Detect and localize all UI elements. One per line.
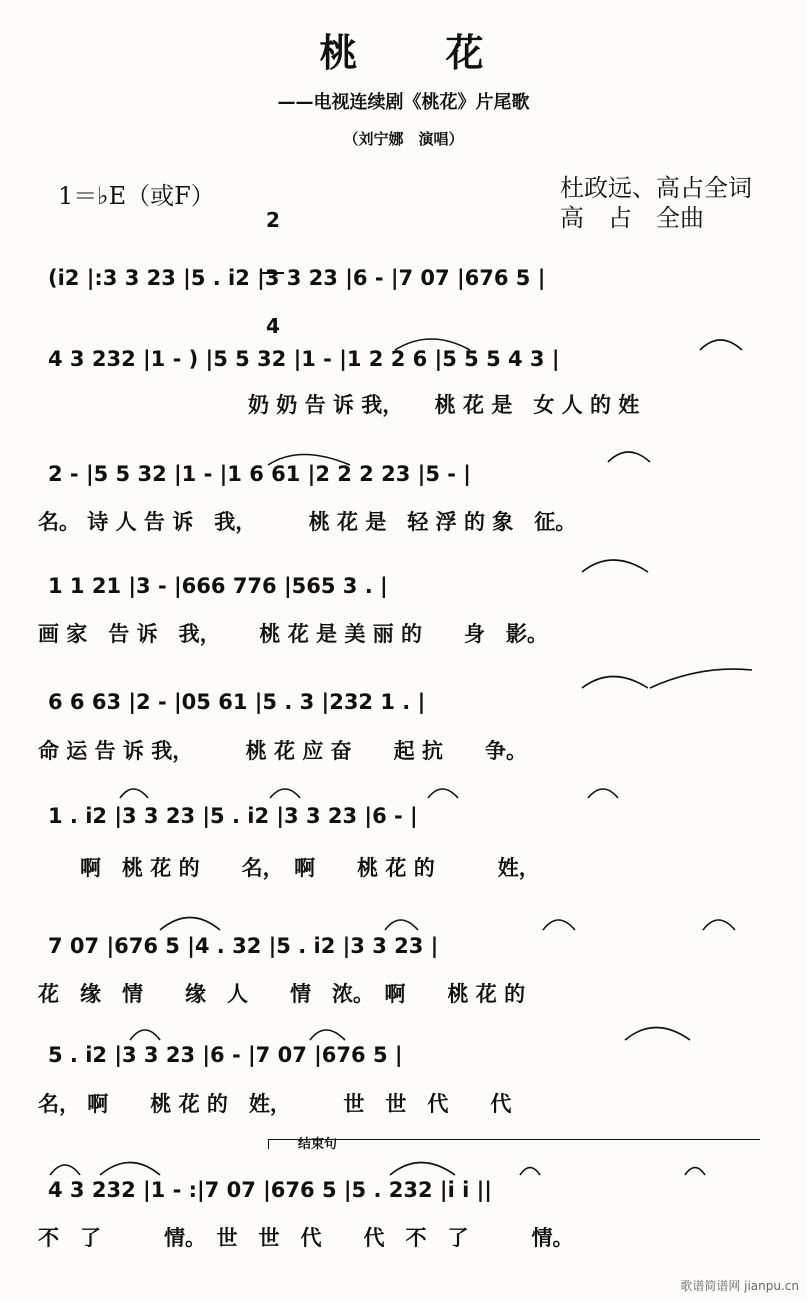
- ending-label: 结束句: [298, 1137, 338, 1152]
- lyric-row-7: 花 缘 情 缘 人 情 浓。 啊 桃 花 的: [38, 981, 526, 1006]
- slur-arc: [100, 1163, 160, 1176]
- slur-arc: [520, 1168, 540, 1176]
- slur-arc: [270, 789, 300, 798]
- slur-arc: [582, 560, 648, 572]
- slur-arc: [310, 1030, 345, 1040]
- performer-credit: （刘宁娜 演唱）: [343, 130, 464, 148]
- slur-arc: [543, 920, 575, 930]
- slur-arc: [582, 677, 648, 689]
- slur-arc: [428, 789, 458, 798]
- slur-arc: [120, 789, 148, 798]
- slur-arc: [268, 455, 350, 466]
- slur-arc: [625, 1028, 690, 1041]
- slur-arc: [650, 669, 752, 688]
- notation-row-8: 5 . i2 |3 3 23 |6 - |7 07 |676 5 |: [48, 1043, 403, 1067]
- lyric-row-3: 名。 诗 人 告 诉 我， 桃 花 是 轻 浮 的 象 征。: [38, 509, 577, 534]
- song-title: 桃 花: [319, 31, 488, 75]
- lyric-row-6: 啊 桃 花 的 名， 啊 桃 花 的 姓，: [38, 855, 540, 880]
- slur-arc: [160, 918, 220, 931]
- notation-row-6: 1 . i2 |3 3 23 |5 . i2 |3 3 23 |6 - |: [48, 804, 418, 828]
- slur-arc: [130, 1030, 160, 1040]
- slur-arc: [588, 789, 618, 798]
- lyricist-credit: 杜政远、高占全词: [560, 174, 752, 202]
- slur-arc: [685, 1168, 705, 1176]
- song-subtitle: ——电视连续剧《桃花》片尾歌: [277, 92, 530, 113]
- notation-row-7: 7 07 |676 5 |4 . 32 |5 . i2 |3 3 23 |: [48, 934, 439, 958]
- slur-arc: [385, 920, 418, 930]
- key-signature: 1＝♭E（或F）: [58, 182, 215, 210]
- lyric-row-8: 名， 啊 桃 花 的 姓， 世 世 代 代: [38, 1091, 512, 1116]
- lyric-row-5: 命 运 告 诉 我， 桃 花 应 奋 起 抗 争。: [38, 738, 527, 763]
- slur-arc: [608, 452, 650, 462]
- composer-credit: 高 占 全曲: [560, 204, 704, 232]
- notation-row-5: 6 6 63 |2 - |05 61 |5 . 3 |232 1 . |: [48, 690, 426, 714]
- slur-arc: [395, 339, 470, 350]
- lyric-row-2: 奶 奶 告 诉 我， 桃 花 是 女 人 的 姓: [38, 392, 640, 417]
- slur-arc: [700, 340, 742, 350]
- time-signature-top: 2: [266, 208, 280, 232]
- lyric-row-9: 不 了 情。 世 世 代 代 不 了 情。: [38, 1225, 574, 1250]
- lyric-row-4: 画 家 告 诉 我， 桃 花 是 美 丽 的 身 影。: [38, 621, 548, 646]
- notation-row-4: 1 1 21 |3 - |666 776 |565 3 . |: [48, 574, 388, 598]
- notation-row-2: 4 3 232 |1 - ) |5 5 32 |1 - |1 2 2 6 |5 5 5 4 3 |: [48, 347, 560, 371]
- notation-row-9: 4 3 232 |1 - :|7 07 |676 5 |5 . 232 |i i ||: [48, 1178, 492, 1202]
- notation-row-1: (i2 |:3 3 23 |5 . i2 |3 3 23 |6 - |7 07 |676 5 |: [48, 266, 546, 290]
- watermark: 歌谱简谱网 jianpu.cn: [680, 1279, 799, 1293]
- slur-arc: [390, 1163, 455, 1176]
- notation-row-3: 2 - |5 5 32 |1 - |1 6 61 |2 2 2 23 |5 - |: [48, 462, 471, 486]
- time-signature-bottom: 4: [266, 314, 280, 338]
- slur-arc: [703, 920, 735, 930]
- slur-arc: [50, 1165, 80, 1175]
